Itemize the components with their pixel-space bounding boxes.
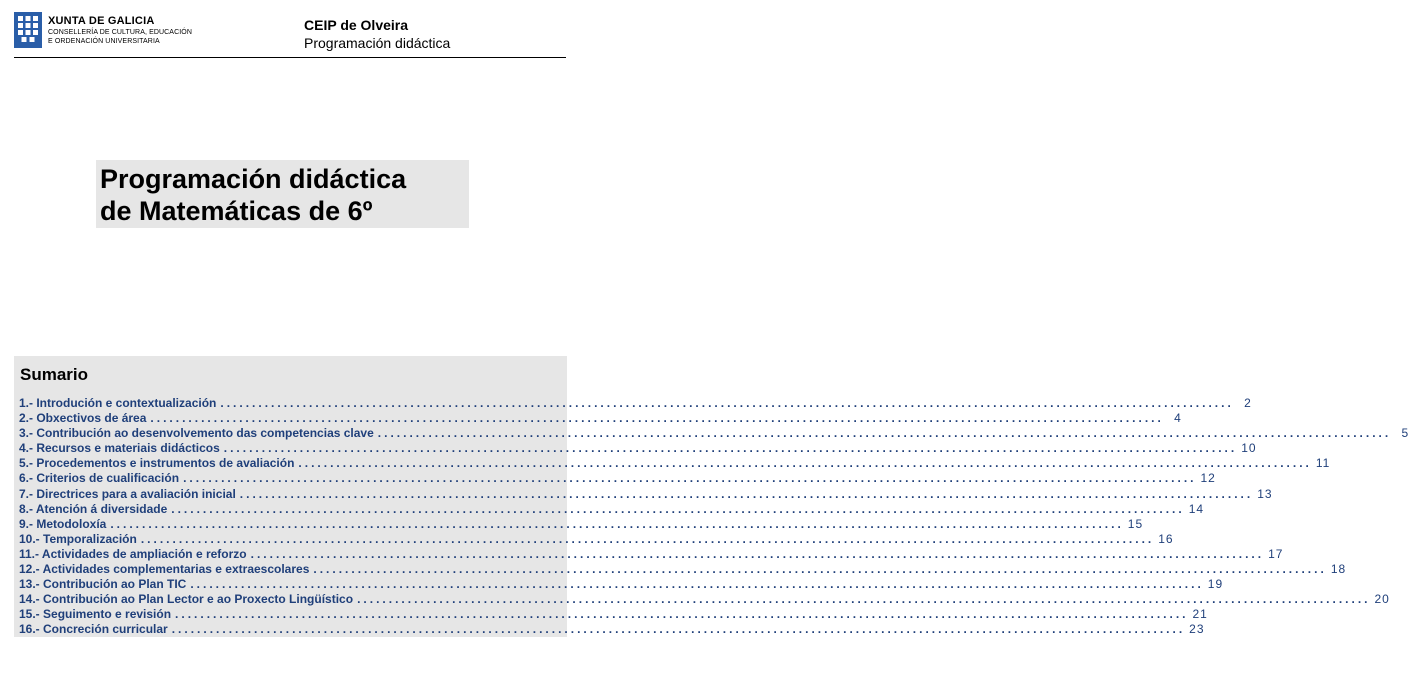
toc-entry-label[interactable]: 5.- Procedementos e instrumentos de avaliación — [19, 456, 295, 471]
toc-entry-page-number[interactable]: 15 — [1127, 516, 1144, 531]
toc-entry-label[interactable]: 9.- Metodoloxía — [19, 516, 107, 531]
toc-entry[interactable] — [19, 441, 1257, 456]
toc-entry[interactable] — [19, 531, 1174, 547]
toc-entry-page-number[interactable]: 11 — [1315, 456, 1331, 471]
toc-dot-leader: ................................................................................................................................................................ — [110, 516, 1124, 531]
page-header — [14, 12, 566, 56]
toc-dot-leader: ................................................................................................................................................................ — [298, 456, 1312, 471]
toc-entry-page-number[interactable]: 14 — [1188, 501, 1205, 516]
toc-entry-page-number[interactable]: 17 — [1268, 546, 1284, 561]
toc-entry[interactable] — [19, 592, 1390, 607]
toc-entry[interactable] — [19, 486, 1273, 502]
toc-entry-page-number[interactable]: 20 — [1374, 592, 1390, 607]
document-title-box — [96, 160, 469, 228]
toc-dot-leader: ................................................................................................................................................................ — [313, 562, 1327, 577]
toc-entry-page-number[interactable]: 21 — [1192, 607, 1208, 622]
toc-heading: Sumario — [20, 365, 89, 384]
document-type: Programación didáctica — [304, 35, 451, 51]
toc-dot-leader: ................................................................................................................................................................ — [190, 577, 1204, 592]
brand-name: XUNTA DE GALICIA — [48, 15, 155, 27]
toc-entry-label[interactable]: 3.- Contribución ao desenvolvemento das competencias clave — [19, 426, 374, 441]
toc-dot-leader: ................................................................................................................................................................ — [239, 486, 1254, 501]
toc-entry[interactable] — [19, 426, 1409, 441]
toc-entry-page-number[interactable]: 23 — [1189, 622, 1205, 637]
toc-entry[interactable] — [19, 607, 1208, 622]
toc-dot-leader: ................................................................................................................................................................ — [250, 546, 1265, 561]
table-of-contents — [14, 356, 1409, 637]
toc-entry[interactable] — [19, 577, 1224, 592]
toc-dot-leader: ................................................................................................................................................................ — [220, 396, 1234, 410]
toc-entry-page-number[interactable]: 4 — [1174, 411, 1182, 426]
brand-subtitle — [48, 28, 218, 46]
toc-entry-page-number[interactable]: 13 — [1257, 486, 1273, 501]
toc-dot-leader: ................................................................................................................................................................ — [150, 411, 1164, 426]
toc-entry[interactable] — [19, 546, 1284, 562]
document-title-line-2: de Matemáticas de 6º — [100, 196, 373, 226]
toc-entry[interactable] — [19, 471, 1216, 486]
toc-entry-page-number[interactable]: 5 — [1401, 426, 1409, 441]
toc-entry-page-number[interactable]: 2 — [1244, 396, 1252, 410]
toc-entry[interactable] — [19, 456, 1331, 471]
toc-entry-page-number[interactable]: 12 — [1200, 471, 1216, 486]
toc-entry-label[interactable]: 1.- Introdución e contextualización — [19, 396, 217, 410]
toc-dot-leader: ................................................................................................................................................................ — [171, 622, 1186, 637]
toc-entry-label[interactable]: 7.- Directrices para a avaliación inicial — [19, 486, 236, 501]
toc-entry[interactable] — [19, 516, 1144, 532]
toc-entry[interactable] — [19, 396, 1252, 411]
toc-entry-label[interactable]: 11.- Actividades de ampliación e reforzo — [19, 546, 247, 561]
toc-entry-label[interactable]: 16.- Concreción curricular — [19, 622, 168, 637]
toc-dot-leader: ................................................................................................................................................................ — [223, 441, 1238, 456]
school-block — [304, 17, 450, 51]
toc-entry-page-number[interactable]: 10 — [1241, 441, 1257, 456]
toc-list — [19, 396, 1409, 638]
toc-entry-page-number[interactable]: 16 — [1158, 531, 1174, 546]
toc-entry-label[interactable]: 6.- Criterios de cualificación — [19, 471, 180, 486]
header-divider — [14, 57, 566, 58]
toc-dot-leader: ................................................................................................................................................................ — [171, 501, 1185, 516]
toc-dot-leader: ................................................................................................................................................................ — [357, 592, 1371, 607]
xunta-galicia-logo-icon — [14, 12, 42, 48]
toc-entry-label[interactable]: 14.- Contribución ao Plan Lector e ao Proxecto Lingüístico — [19, 592, 354, 607]
toc-entry-label[interactable]: 8.- Atención á diversidade — [19, 501, 168, 516]
toc-entry[interactable] — [19, 411, 1182, 426]
toc-entry-label[interactable]: 15.- Seguimento e revisión — [19, 607, 172, 622]
toc-dot-leader: ................................................................................................................................................................ — [175, 607, 1189, 622]
toc-entry[interactable] — [19, 501, 1205, 517]
toc-entry-label[interactable]: 10.- Temporalización — [19, 531, 137, 546]
toc-entry-label[interactable]: 2.- Obxectivos de área — [19, 411, 147, 426]
brand — [48, 15, 218, 46]
toc-entry-label[interactable]: 4.- Recursos e materiais didácticos — [19, 441, 220, 456]
toc-entry-label[interactable]: 12.- Actividades complementarias e extraescolares — [19, 562, 310, 577]
toc-dot-leader: ................................................................................................................................................................ — [140, 531, 1155, 546]
toc-dot-leader: ................................................................................................................................................................ — [377, 426, 1392, 441]
school-name: CEIP de Olveira — [304, 17, 409, 33]
toc-entry-page-number[interactable]: 19 — [1207, 577, 1224, 592]
brand-subtitle-line-2: E ORDENACIÓN UNIVERSITARIA — [48, 38, 160, 45]
brand-subtitle-line-1: CONSELLERÍA DE CULTURA, EDUCACIÓN — [48, 29, 192, 36]
document-title-line-1: Programación didáctica — [100, 164, 407, 194]
toc-entry-page-number[interactable]: 18 — [1330, 562, 1347, 577]
toc-dot-leader: ................................................................................................................................................................ — [183, 471, 1197, 486]
toc-entry-label[interactable]: 13.- Contribución ao Plan TIC — [19, 577, 187, 592]
toc-entry[interactable] — [19, 622, 1205, 637]
toc-entry[interactable] — [19, 562, 1347, 577]
